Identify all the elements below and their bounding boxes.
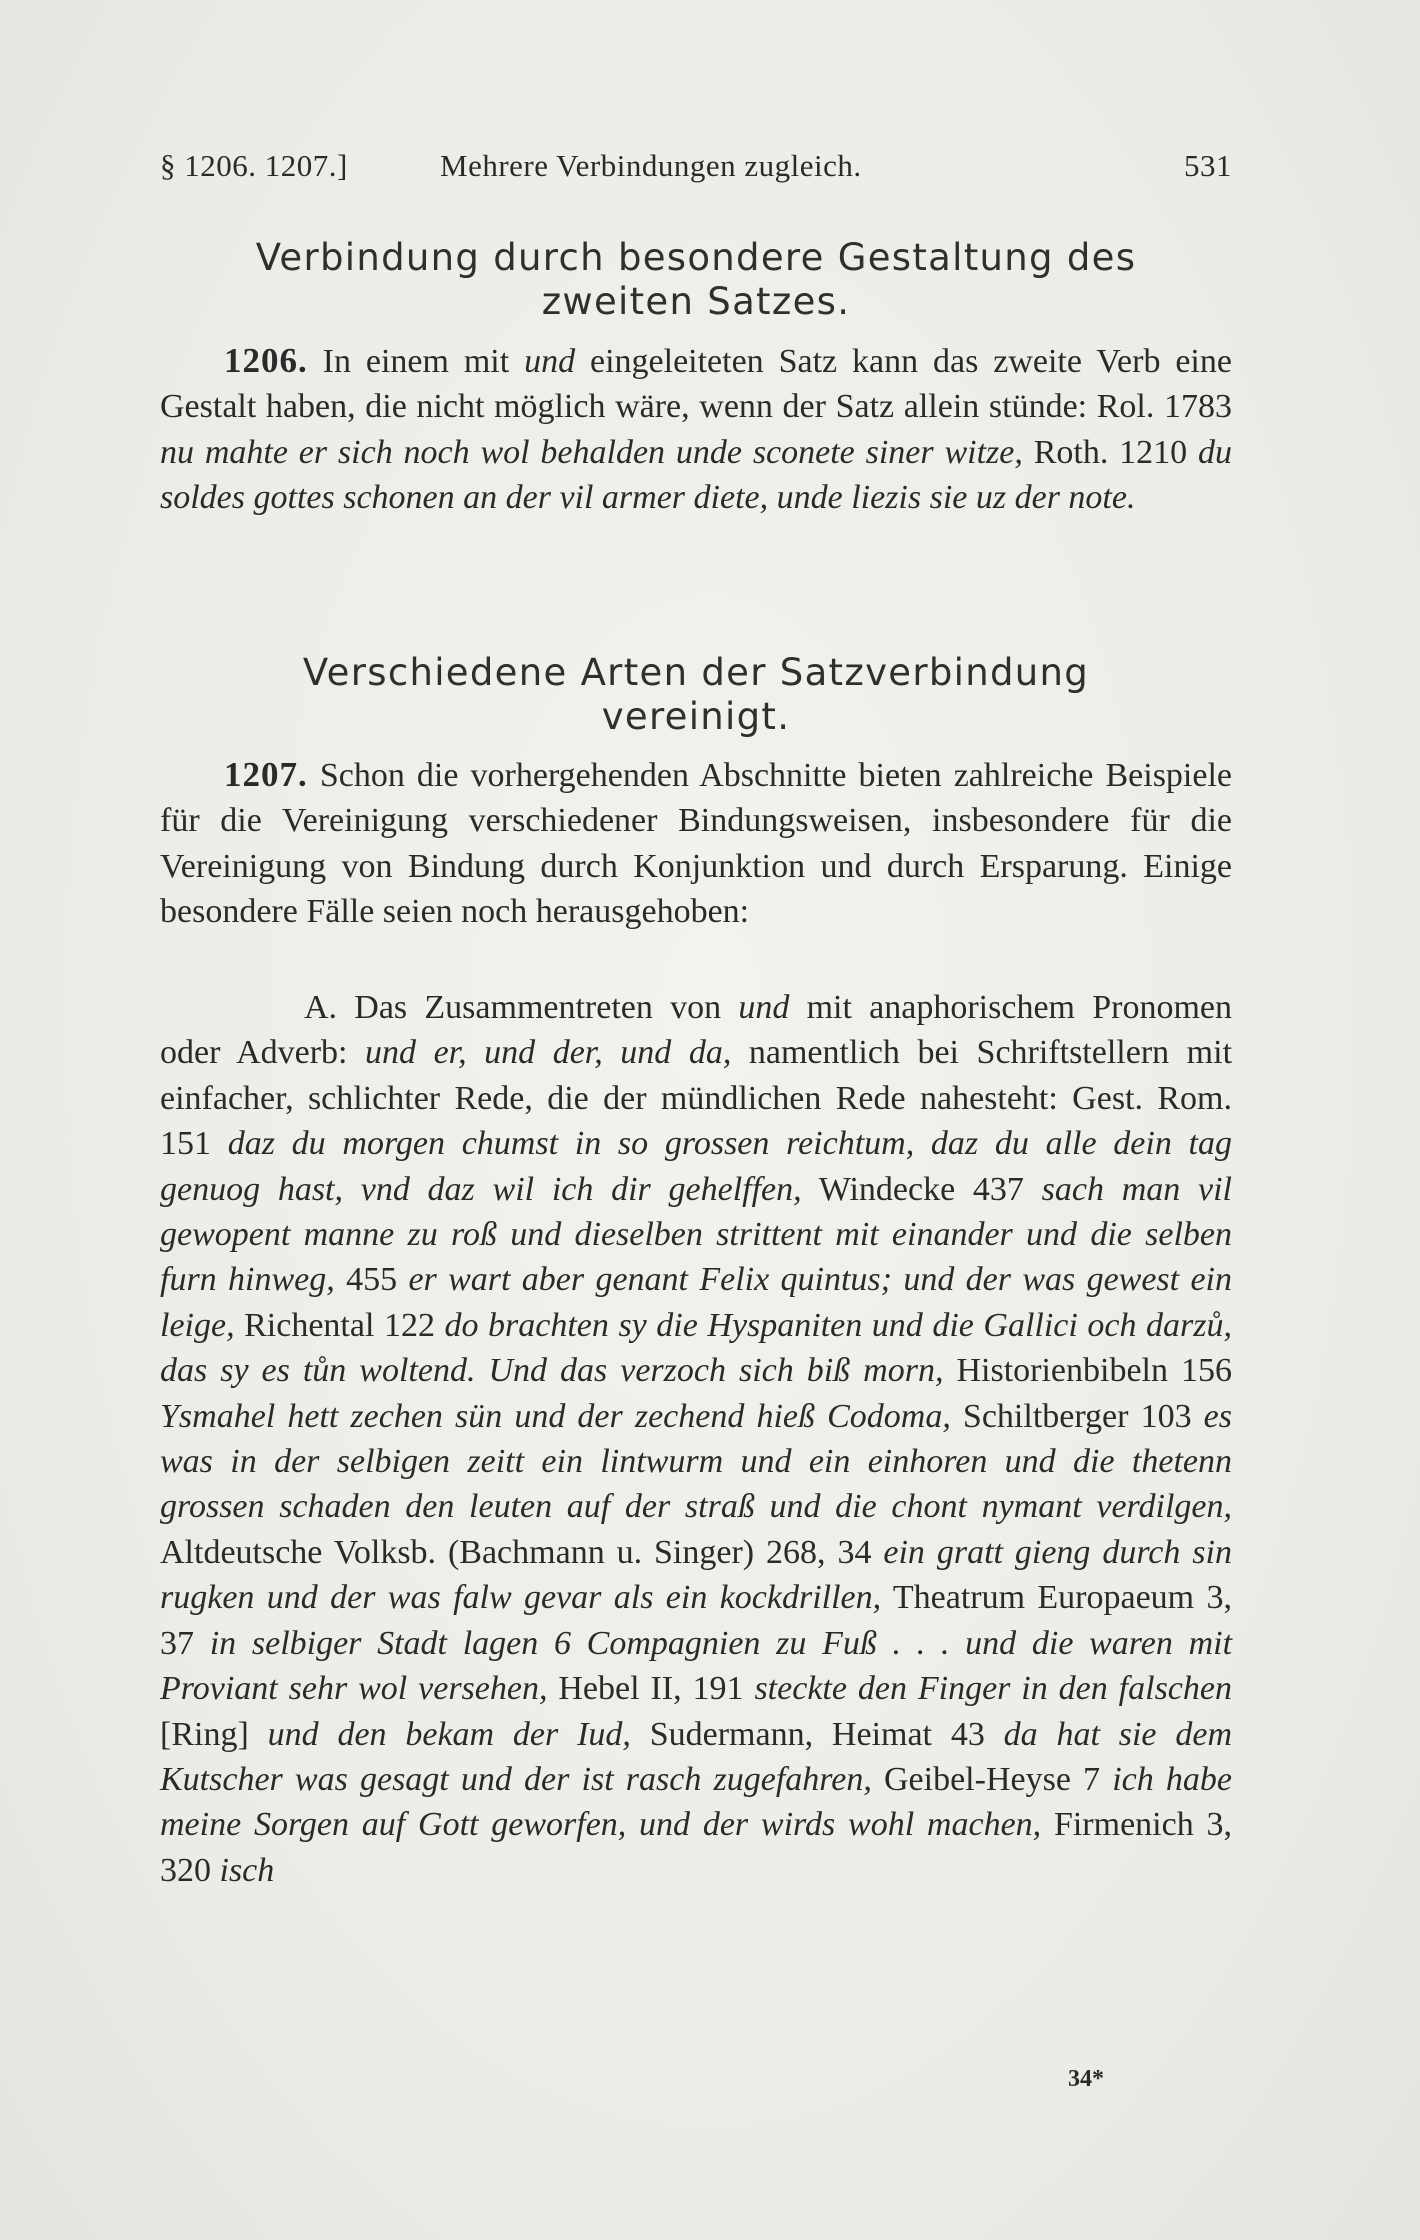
section-heading-2 [160, 651, 1232, 739]
heading-line: Verbindung durch besondere Gestaltung des [255, 236, 1137, 279]
paragraph-a: A. Das Zusammentreten von und mit anaphorischem Pronomen oder Adverb: und er, und der, und da, namentlich bei Schriftstellern mit einfacher, schlichter Rede, die der mündlichen Rede nahesteht: Gest. Rom. 151 daz du morgen chumst in so grossen reichtum, daz du alle dein tag genuog hast, vnd daz wil ich dir gehelffen, Windecke 437 sach man vil gewopent manne zu roß und dieselben strittent mit einander und die selben furn hinweg, 455 er wart aber genant Felix quintus; und der was gewest ein leige, Richental 122 do brachten sy die Hyspaniten und die Gallici och darzů, das sy es tůn woltend. Und das verzoch sich biß morn, Historienbibeln 156 Ysmahel hett zechen sün und der zechend hieß Codoma, Schiltberger 103 es was in der selbigen zeitt ein lintwurm und ein einhoren und die thetenn grossen schaden den leuten auf der straß und die chont nymant verdilgen, Altdeutsche Volksb. (Bachmann u. Singer) 268, 34 ein gratt gieng durch sin rugken und der was falw gevar als ein kockdrillen, Theatrum Europaeum 3, 37 in selbiger Stadt lagen 6 Compagnien zu Fuß . . . und die waren mit Proviant sehr wol versehen, Hebel II, 191 steckte den Finger in den falschen [Ring] und den bekam der Iud, Sudermann, Heimat 43 da hat sie dem Kutscher was gesagt und der ist rasch zugefahren, Geibel-Heyse 7 ich habe meine Sorgen auf Gott geworfen, und der wirds wohl machen, Firmenich 3, 320 isch [160, 989, 1233, 1889]
section-heading-1 [160, 236, 1232, 324]
section-reference: § 1206. 1207.] [160, 148, 348, 183]
signature-mark: 34* [1068, 2066, 1104, 2092]
paragraph-1207: 1207. Schon die vorhergehenden Abschnitte bieten zahlreiche Beispiele für die Vereinigung verschiedener Bindungsweisen, insbesondere für die Vereinigung von Bindung durch Konjunktion und durch Ersparung. Einige besondere Fälle seien noch herausgehoben: [160, 755, 1232, 931]
heading-line: zweiten Satzes. [541, 280, 851, 323]
heading-line: vereinigt. [601, 695, 791, 738]
heading-line: Verschiedene Arten der Satzverbindung [302, 651, 1090, 694]
paragraph-number: 1206. [224, 341, 308, 380]
page-number: 531 [1184, 148, 1232, 183]
paragraph-1206: 1206. In einem mit und eingeleiteten Satz kann das zweite Verb eine Gestalt haben, die nicht möglich wäre, wenn der Satz allein stünde: Rol. 1783 nu mahte er sich noch wol behalden unde sconete siner witze, Roth. 1210 du soldes gottes schonen an der vil armer diete, unde liezis sie uz der note. [160, 341, 1233, 517]
paragraph-number: 1207. [224, 755, 308, 794]
running-title: Mehrere Verbindungen zugleich. [440, 148, 862, 183]
